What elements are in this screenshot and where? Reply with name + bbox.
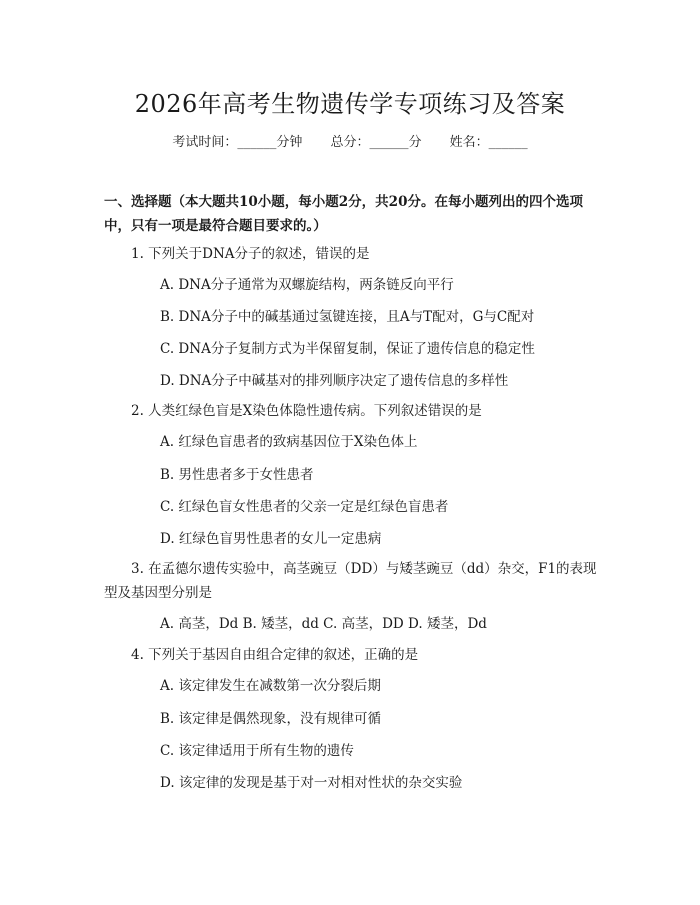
- question-1-stem: 1. 下列关于DNA分子的叙述，错误的是: [131, 246, 370, 262]
- question-2-option-d: D. 红绿色盲男性患者的女儿一定患病: [160, 531, 382, 547]
- question-3-options: A. 高茎，Dd B. 矮茎，dd C. 高茎，DD D. 矮茎，Dd: [160, 616, 487, 632]
- question-4-option-a: A. 该定律发生在减数第一次分裂后期: [160, 678, 381, 694]
- question-1-option-a: A. DNA分子通常为双螺旋结构，两条链反向平行: [160, 277, 454, 293]
- question-4-option-d: D. 该定律的发现是基于对一对相对性状的杂交实验: [160, 775, 463, 791]
- total-score-field: 总分：______分: [330, 135, 422, 150]
- question-2-option-c: C. 红绿色盲女性患者的父亲一定是红绿色盲患者: [160, 499, 449, 515]
- question-1-option-c: C. DNA分子复制方式为半保留复制，保证了遗传信息的稳定性: [160, 341, 535, 357]
- exam-meta-line: [0, 131, 700, 150]
- question-2-option-a: A. 红绿色盲患者的致病基因位于X染色体上: [160, 434, 418, 450]
- student-name-field: 姓名：______: [449, 135, 528, 150]
- question-4-option-c: C. 该定律适用于所有生物的遗传: [160, 743, 354, 759]
- question-1-option-d: D. DNA分子中碱基对的排列顺序决定了遗传信息的多样性: [160, 373, 509, 389]
- question-3-stem: 3. 在孟德尔遗传实验中，高茎豌豆（DD）与矮茎豌豆（dd）杂交，F1的表现型及基因型分别是: [104, 561, 597, 601]
- page-title: 2026年高考生物遗传学专项练习及答案: [134, 90, 566, 118]
- question-2-option-b: B. 男性患者多于女性患者: [160, 467, 314, 483]
- section-heading: 一、选择题（本大题共10小题，每小题2分，共20分。在每小题列出的四个选项中，只有一项是最符合题目要求的。）: [104, 194, 583, 234]
- question-4-stem: 4. 下列关于基因自由组合定律的叙述，正确的是: [131, 647, 419, 663]
- exam-time-field: 考试时间：______分钟: [172, 135, 303, 150]
- question-4-option-b: B. 该定律是偶然现象，没有规律可循: [160, 711, 382, 727]
- question-1-option-b: B. DNA分子中的碱基通过氢键连接，且A与T配对，G与C配对: [160, 309, 535, 325]
- question-2-stem: 2. 人类红绿色盲是X染色体隐性遗传病。下列叙述错误的是: [131, 403, 482, 419]
